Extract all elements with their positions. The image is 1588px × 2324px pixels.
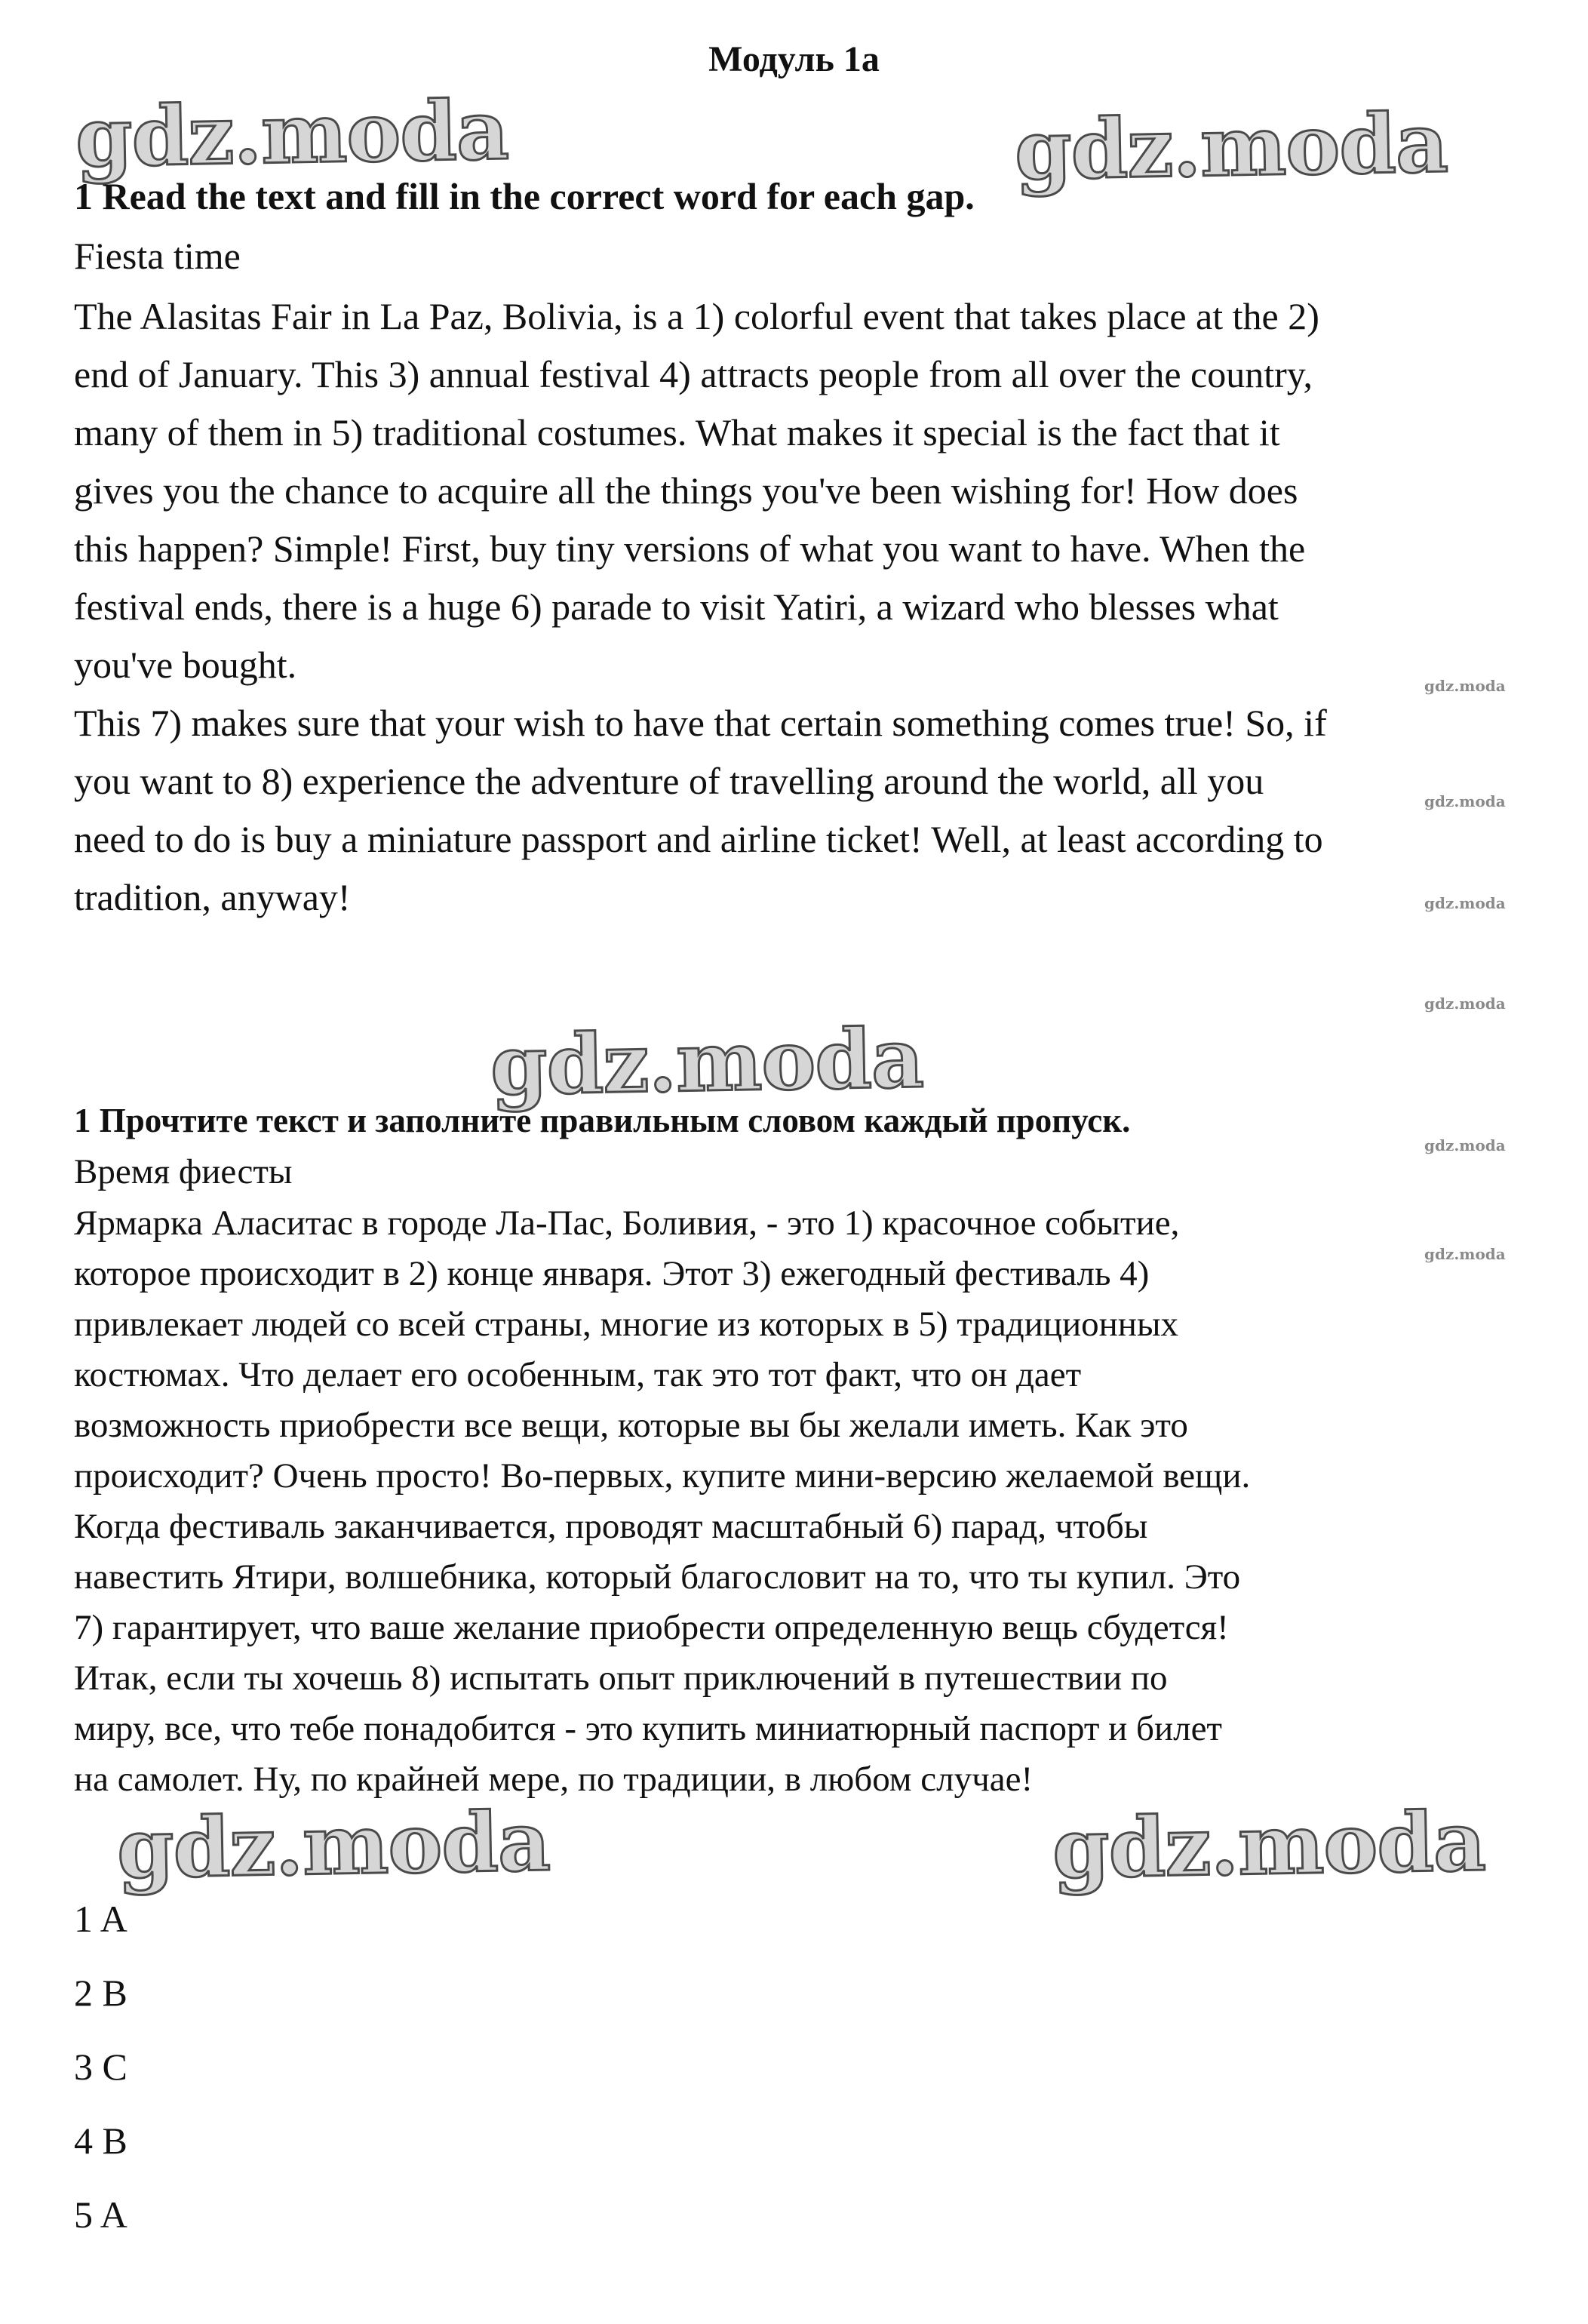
english-line: you want to 8) experience the adventure of travelling around the world, all you xyxy=(74,760,1264,802)
russian-text-title: Время фиесты xyxy=(74,1152,293,1191)
watermark-small-3: gdz.moda xyxy=(1424,894,1506,912)
answer-item: 3 C xyxy=(74,2046,127,2088)
english-line: end of January. This 3) annual festival 4) attracts people from all over the country, xyxy=(74,353,1313,395)
english-line: tradition, anyway! xyxy=(74,876,351,918)
russian-line: на самолет. Ну, по крайней мере, по традиции, в любом случае! xyxy=(74,1760,1034,1799)
russian-line: Итак, если ты хочешь 8) испытать опыт приключений в путешествии по xyxy=(74,1658,1168,1698)
watermark-small-5: gdz.moda xyxy=(1424,1136,1506,1154)
russian-line: которое происходит в 2) конце января. Этот 3) ежегодный фестиваль 4) xyxy=(74,1254,1150,1293)
russian-text-body xyxy=(74,1198,1250,1805)
watermark-small-1: gdz.moda xyxy=(1424,677,1506,695)
english-line: you've bought. xyxy=(74,644,297,686)
russian-task-heading: 1 Прочтите текст и заполните правильным словом каждый пропуск. xyxy=(74,1102,1131,1139)
english-text-body xyxy=(74,287,1327,927)
watermark-logo-4: gdz.moda xyxy=(115,1794,551,1897)
russian-line: Когда фестиваль заканчивается, проводят масштабный 6) парад, чтобы xyxy=(74,1507,1148,1546)
watermark-logo-2: gdz.moda xyxy=(1013,96,1448,198)
russian-line: костюмах. Что делает его особенным, так это тот факт, что он дает xyxy=(74,1355,1082,1394)
russian-line: 7) гарантирует, что ваше желание приобрести определенную вещь сбудется! xyxy=(74,1608,1229,1647)
english-line: need to do is buy a miniature passport and airline ticket! Well, at least according to xyxy=(74,818,1323,860)
english-task-heading: 1 Read the text and fill in the correct word for each gap. xyxy=(74,175,975,217)
english-line: gives you the chance to acquire all the things you've been wishing for! How does xyxy=(74,469,1298,512)
russian-line: происходит? Очень просто! Во-первых, купите мини-версию желаемой вещи. xyxy=(74,1456,1251,1496)
answer-item: 1 A xyxy=(74,1898,127,1940)
english-line: The Alasitas Fair in La Paz, Bolivia, is a 1) colorful event that takes place at the 2) xyxy=(74,295,1319,337)
russian-line: привлекает людей со всей страны, многие из которых в 5) традиционных xyxy=(74,1305,1179,1344)
english-line: This 7) makes sure that your wish to have that certain something comes true! So, if xyxy=(74,702,1327,744)
answer-item: 5 A xyxy=(74,2193,127,2236)
russian-line: Ярмарка Аласитас в городе Ла-Пас, Боливия, - это 1) красочное событие, xyxy=(74,1204,1180,1243)
watermark-logo-3: gdz.moda xyxy=(489,1011,924,1114)
english-text-title: Fiesta time xyxy=(74,235,241,277)
watermark-logo-5: gdz.moda xyxy=(1051,1794,1486,1897)
russian-line: миру, все, что тебе понадобится - это купить миниатюрный паспорт и билет xyxy=(74,1709,1222,1748)
answer-item: 2 B xyxy=(74,1972,127,2014)
page-title: Модуль 1а xyxy=(708,39,880,79)
english-line: many of them in 5) traditional costumes. What makes it special is the fact that it xyxy=(74,411,1280,453)
watermark-small-4: gdz.moda xyxy=(1424,994,1506,1013)
answer-item: 4 B xyxy=(74,2120,127,2162)
watermark-small-6: gdz.moda xyxy=(1424,1245,1506,1263)
watermark-logo-1: gdz.moda xyxy=(74,83,509,186)
watermark-small-2: gdz.moda xyxy=(1424,792,1506,810)
russian-line: возможность приобрести все вещи, которые вы бы желали иметь. Как это xyxy=(74,1406,1188,1445)
english-line: festival ends, there is a huge 6) parade to visit Yatiri, a wizard who blesses what xyxy=(74,586,1279,628)
english-line: this happen? Simple! First, buy tiny versions of what you want to have. When the xyxy=(74,527,1306,570)
russian-line: навестить Ятири, волшебника, который благословит на то, что ты купил. Это xyxy=(74,1557,1241,1597)
answer-list xyxy=(74,1892,127,2262)
